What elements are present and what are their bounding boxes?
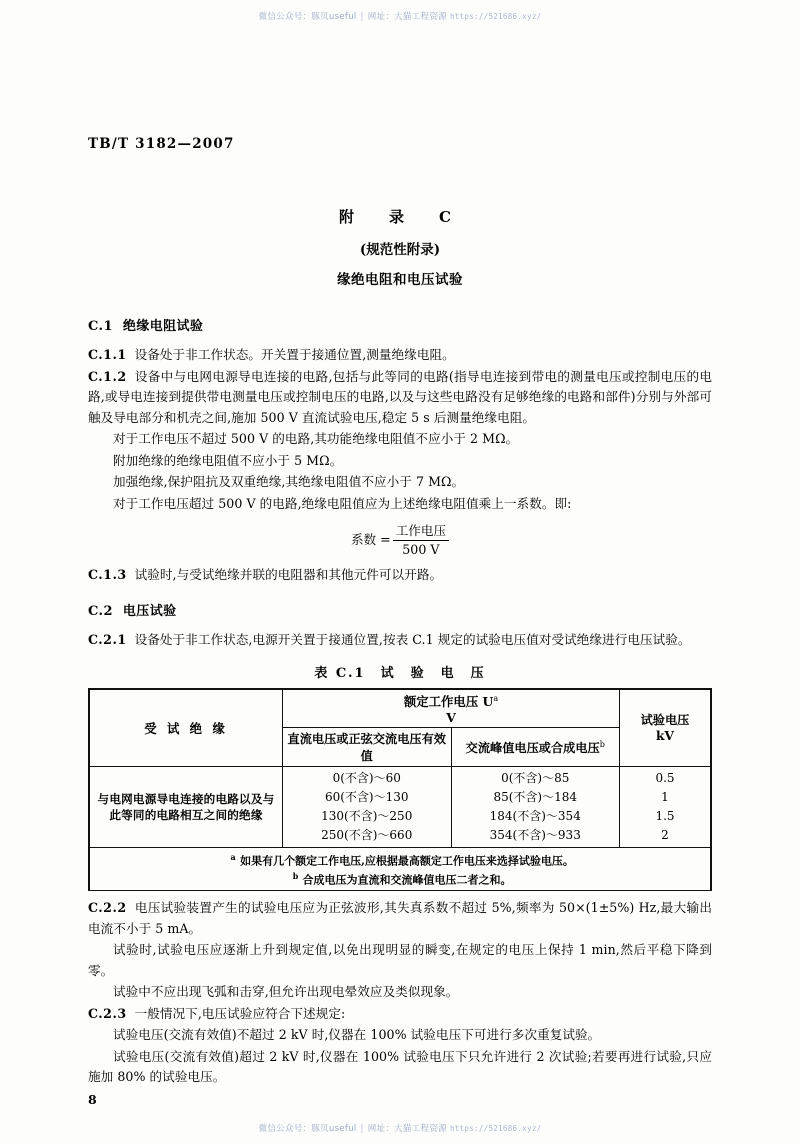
watermark-account-label: 微信公众号： (258, 12, 312, 22)
value-ac-0: 0(不含)～85 (501, 771, 570, 785)
watermark-top (0, 10, 800, 22)
value-test-3: 2 (661, 828, 669, 842)
table-row (89, 767, 711, 848)
watermark-account-name: 豚贝useful (311, 12, 357, 22)
table-caption: 表 C.1 试 验 电 压 (314, 666, 486, 681)
table-header-row-1 (89, 689, 711, 728)
value-test-0: 0.5 (655, 771, 675, 785)
cell-subject: 与电网电源导电连接的电路以及与此等同的电路相互之间的绝缘 (89, 767, 283, 848)
standard-number: TB/T 3182—2007 (88, 136, 235, 152)
watermark-account-name: 豚贝useful (311, 1124, 357, 1134)
test-voltage-table (88, 688, 712, 891)
watermark-site-name: 大猫工程资源 (394, 12, 447, 22)
watermark-separator: | (360, 12, 364, 22)
value-test-2: 1.5 (655, 809, 675, 823)
paragraph-text-c11: 设备处于非工作状态。开关置于接通位置,测量绝缘电阻。 (134, 347, 455, 362)
cell-dc-values (283, 767, 452, 848)
header-ac-voltage (451, 728, 620, 767)
value-dc-1: 60(不含)～130 (324, 790, 409, 804)
footnote-b-text: 合成电压为直流和交流峰值电压二者之和。 (302, 873, 512, 887)
table-notes-row (89, 848, 711, 891)
paragraph-c22-p2: 试验中不应出现飞弧和击穿,但允许出现电晕效应及类似现象。 (113, 984, 459, 1000)
watermark-url: https://521686.xyz/ (449, 12, 542, 21)
paragraph-text-c21: 设备处于非工作状态,电源开关置于接通位置,按表 C.1 规定的试验电压值对受试绝缘进行电压试验。 (134, 631, 691, 647)
section-heading-c2 (88, 600, 712, 619)
paragraph-c22 (88, 898, 712, 939)
paragraph-c23-p2: 试验电压(交流有效值)超过 2 kV 时,仪器在 100% 试验电压下只允许进行 2 次试验;若要再进行试验,只应施加 80% 的试验电压。 (88, 1048, 712, 1085)
header-dc-voltage: 直流电压或正弦交流电压有效值 (283, 728, 452, 767)
header-ac-voltage-footnote-mark: b (599, 739, 605, 749)
formula-fraction (393, 520, 449, 557)
value-dc-0: 0(不含)～60 (332, 771, 401, 785)
paragraph-number-c22: C.2.2 (88, 900, 127, 916)
table-footnotes (89, 848, 711, 891)
section-heading-c1 (88, 315, 712, 334)
annex-label: 附 录 C (339, 208, 461, 226)
value-dc-2: 130(不含)～250 (321, 809, 413, 823)
formula-left-side: 系数 = (350, 532, 391, 547)
spacer (88, 891, 712, 898)
watermark-bottom (0, 1122, 800, 1134)
header-rated-voltage-label: 额定工作电压 U (403, 694, 494, 709)
footnote-b (93, 869, 707, 888)
cell-test-values (620, 767, 712, 848)
watermark-url: https://521686.xyz/ (449, 1124, 542, 1133)
formula-numerator: 工作电压 (393, 520, 449, 541)
value-dc-3: 250(不含)～660 (321, 828, 413, 842)
paragraph-c13 (88, 565, 712, 586)
paragraph-c1-p2: 附加绝缘的绝缘电阻值不应小于 5 MΩ。 (113, 452, 343, 468)
watermark-site-name: 大猫工程资源 (394, 1124, 447, 1134)
watermark-site-label: 网址： (367, 12, 395, 22)
value-test-1: 1 (661, 790, 669, 804)
value-ac-1: 85(不含)～184 (493, 790, 578, 804)
value-ac-2: 184(不含)～354 (489, 809, 581, 823)
paragraph-text-c22: 电压试验装置产生的试验电压应为正弦波形,其失真系数不超过 5%,频率为 50×(1±5%) Hz,最大输出电流不小于 5 mA。 (88, 900, 712, 936)
header-ac-voltage-label: 交流峰值电压或合成电压 (465, 740, 600, 755)
page-number: 8 (88, 1092, 97, 1107)
paragraph-c1-p3: 加强绝缘,保护阻抗及双重绝缘,其绝缘电阻值不应小于 7 MΩ。 (113, 474, 465, 489)
footnote-b-mark: b (292, 871, 299, 882)
header-test-voltage-label: 试验电压 (640, 713, 690, 727)
paragraph-c11 (88, 345, 712, 366)
paragraph-number-c21: C.2.1 (88, 631, 127, 647)
annex-kind: (规范性附录) (359, 242, 441, 258)
paragraph-text-c12: 设备中与电网电源导电连接的电路,包括与此等同的电路(指导电连接到带电的测量电压或控制电压的电路,或导电连接到提供带电测量电压或控制电压的电路,以及与这些电路没有足够绝缘的电路和部件)分别与外部可触及导电部分和机壳之间,施加 500 V 直流试验电压,稳定 5 s 后测量绝缘电阻。 (88, 368, 712, 425)
header-subject: 受 试 绝 缘 (89, 689, 283, 767)
header-rated-unit: V (446, 710, 456, 725)
footnote-a-text: 如果有几个额定工作电压,应根据最高额定工作电压来选择试验电压。 (240, 854, 574, 868)
annex-name: 缘绝电阻和电压试验 (337, 272, 463, 288)
paragraph-c22-p1: 试验时,试验电压应逐渐上升到规定值,以免出现明显的瞬变,在规定的电压上保持 1 min,然后平稳下降到零。 (88, 942, 712, 978)
watermark-separator: | (360, 1124, 364, 1134)
spacer (88, 587, 712, 600)
header-rated-voltage (283, 689, 620, 728)
value-ac-3: 354(不含)～933 (489, 828, 581, 842)
watermark-account-label: 微信公众号： (258, 1124, 312, 1134)
footnote-a (93, 850, 707, 869)
footnote-a-mark: a (230, 852, 236, 862)
paragraph-number-c23: C.2.3 (88, 1005, 127, 1021)
paragraph-c1-p4: 对于工作电压超过 500 V 的电路,绝缘电阻值应为上述绝缘电阻值乘上一系数。即: (113, 495, 572, 511)
paragraph-c21 (88, 630, 712, 651)
paragraph-c1-p1: 对于工作电压不超过 500 V 的电路,其功能绝缘电阻值不应小于 2 MΩ。 (113, 431, 519, 446)
paragraph-text-c13: 试验时,与受试绝缘并联的电阻器和其他元件可以开路。 (134, 567, 443, 582)
annex-title-block (88, 206, 712, 288)
header-rated-voltage-footnote-mark: a (493, 693, 499, 703)
paragraph-c23 (88, 1004, 712, 1025)
paragraph-c23-p1: 试验电压(交流有效值)不超过 2 kV 时,仪器在 100% 试验电压下可进行多次重复试验。 (113, 1027, 601, 1043)
watermark-site-label: 网址： (367, 1124, 395, 1134)
header-test-unit: kV (656, 729, 674, 743)
section-title-c2: 电压试验 (122, 603, 177, 619)
header-test-voltage (620, 689, 712, 767)
paragraph-number-c13: C.1.3 (88, 567, 127, 582)
coefficient-formula (88, 520, 712, 557)
paragraph-number-c11: C.1.1 (88, 347, 127, 362)
section-number-c1: C.1 (88, 319, 113, 334)
section-number-c2: C.2 (88, 603, 113, 619)
paragraph-c12 (88, 367, 712, 429)
cell-ac-values (451, 767, 620, 848)
body-flow (88, 315, 712, 1089)
paragraph-number-c12: C.1.2 (88, 368, 127, 384)
table-body (89, 767, 711, 891)
paragraph-text-c23: 一般情况下,电压试验应符合下述规定: (134, 1005, 346, 1021)
section-title-c1: 绝缘电阻试验 (122, 319, 204, 334)
table-header (89, 689, 711, 767)
formula-denominator: 500 V (402, 542, 440, 557)
